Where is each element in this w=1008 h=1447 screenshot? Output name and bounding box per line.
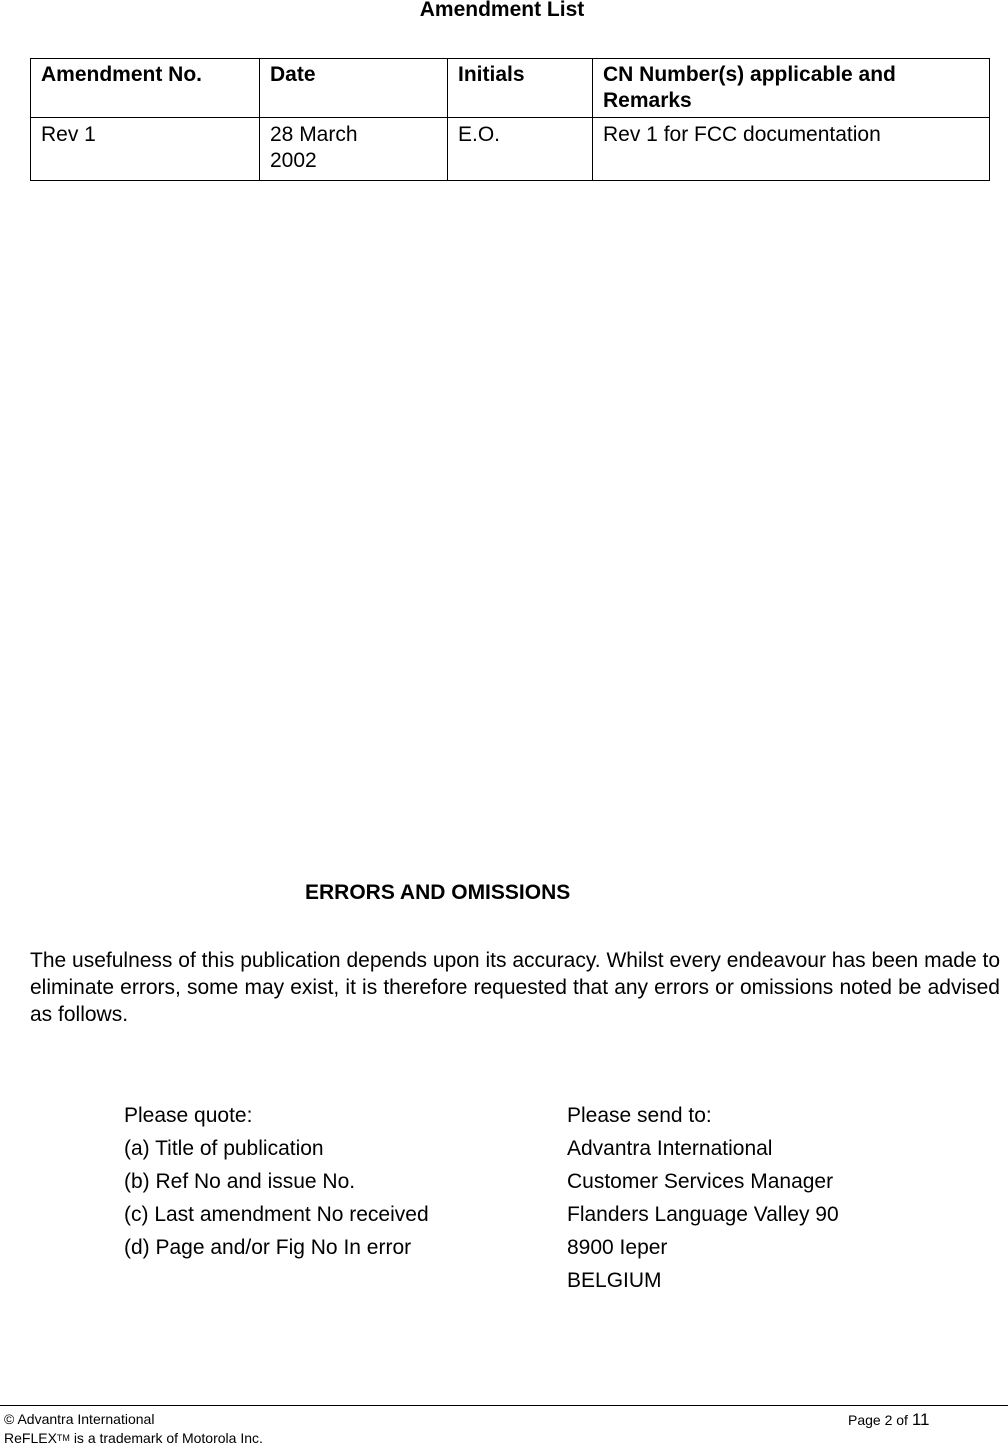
list-item: (a) Title of publication — [124, 1137, 324, 1160]
send-to-heading: Please send to: — [567, 1104, 712, 1127]
footer-trademark — [4, 1430, 263, 1446]
column-header-amendment-no: Amendment No. — [31, 59, 260, 118]
table-row — [31, 118, 990, 181]
page-title: Amendment List — [419, 0, 585, 21]
address-line: Advantra International — [567, 1137, 773, 1160]
column-header-date: Date — [260, 59, 448, 118]
errors-paragraph: The usefulness of this publication depends upon its accuracy. Whilst every endeavour has been made to eliminate errors, some may exist, it is therefore requested that any errors or omissions noted be advised as follows. — [30, 949, 1000, 1026]
please-quote-heading: Please quote: — [124, 1104, 253, 1127]
list-item: (b) Ref No and issue No. — [124, 1170, 356, 1193]
footer-company: Advantra International — [17, 1411, 155, 1427]
cell-date — [260, 118, 448, 181]
send-to-address — [567, 1099, 839, 1297]
column-header-initials: Initials — [448, 59, 593, 118]
list-item: (c) Last amendment No received — [124, 1203, 429, 1226]
address-line: BELGIUM — [567, 1269, 662, 1292]
cell-remarks: Rev 1 for FCC documentation — [593, 118, 990, 181]
footer-copyright — [4, 1411, 154, 1427]
page-prefix: Page 2 of — [848, 1412, 908, 1428]
page-total: 11 — [911, 1410, 930, 1429]
cell-amendment-no: Rev 1 — [31, 118, 260, 181]
date-line-2: 2002 — [270, 149, 317, 172]
address-line: 8900 Ieper — [567, 1236, 668, 1259]
trademark-icon: TM — [56, 1433, 70, 1443]
trademark-text: is a trademark of Motorola Inc. — [73, 1430, 263, 1446]
trademark-name: ReFLEX — [4, 1430, 57, 1446]
footer-page-number — [848, 1410, 929, 1430]
errors-omissions-heading: ERRORS AND OMISSIONS — [305, 881, 571, 904]
cell-initials: E.O. — [448, 118, 593, 181]
address-line: Customer Services Manager — [567, 1170, 834, 1193]
address-line: Flanders Language Valley 90 — [567, 1203, 839, 1226]
copyright-icon: © — [4, 1411, 15, 1427]
column-header-remarks: CN Number(s) applicable and Remarks — [593, 59, 990, 118]
please-quote-list — [124, 1099, 429, 1264]
date-line-1: 28 March — [270, 123, 358, 146]
amendment-table — [30, 58, 990, 181]
list-item: (d) Page and/or Fig No In error — [124, 1236, 412, 1259]
table-header-row — [31, 59, 990, 118]
footer-divider — [0, 1405, 1008, 1406]
